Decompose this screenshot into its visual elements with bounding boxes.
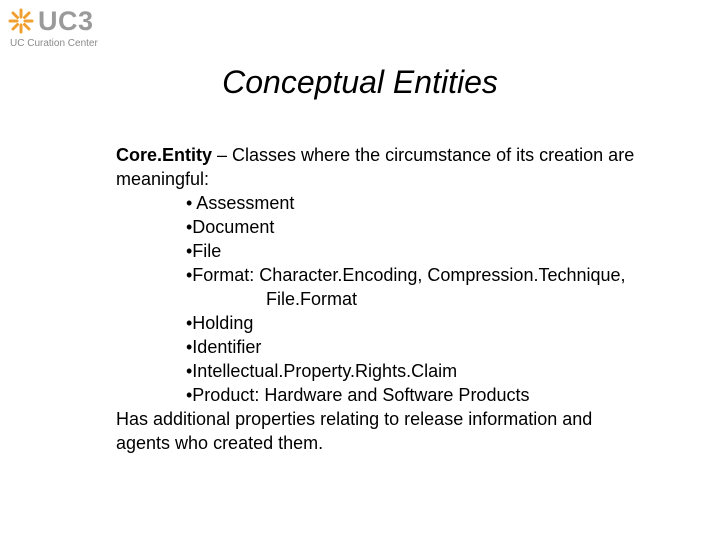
bullet-item: •File: [186, 241, 222, 261]
logo-name: UC3: [38, 6, 94, 36]
bullet-item: •Identifier: [186, 337, 262, 357]
bullet-item: • Assessment: [186, 193, 295, 213]
body-line: Has additional properties relating to release information and: [116, 409, 593, 429]
body-line: [116, 143, 676, 167]
uc3-logo: [8, 4, 118, 50]
core-entity-term: Core.Entity: [116, 145, 213, 165]
slide-title: Conceptual Entities: [222, 64, 498, 100]
logo-tagline: UC Curation Center: [10, 38, 98, 49]
body-line: agents who created them.: [116, 433, 324, 453]
asterisk-flower-icon: [8, 8, 34, 34]
bullet-item: •Intellectual.Property.Rights.Claim: [186, 361, 458, 381]
body-line-text: – Classes where the circumstance of its creation are: [212, 145, 635, 165]
bullet-item: •Format: Character.Encoding, Compression.Technique,: [186, 265, 626, 285]
bullet-item: •Product: Hardware and Software Products: [186, 385, 530, 405]
bullet-item: •Holding: [186, 313, 254, 333]
bullet-continuation: File.Format: [266, 289, 358, 309]
slide-body: [116, 143, 676, 455]
body-line: meaningful:: [116, 169, 210, 189]
bullet-item: •Document: [186, 217, 275, 237]
